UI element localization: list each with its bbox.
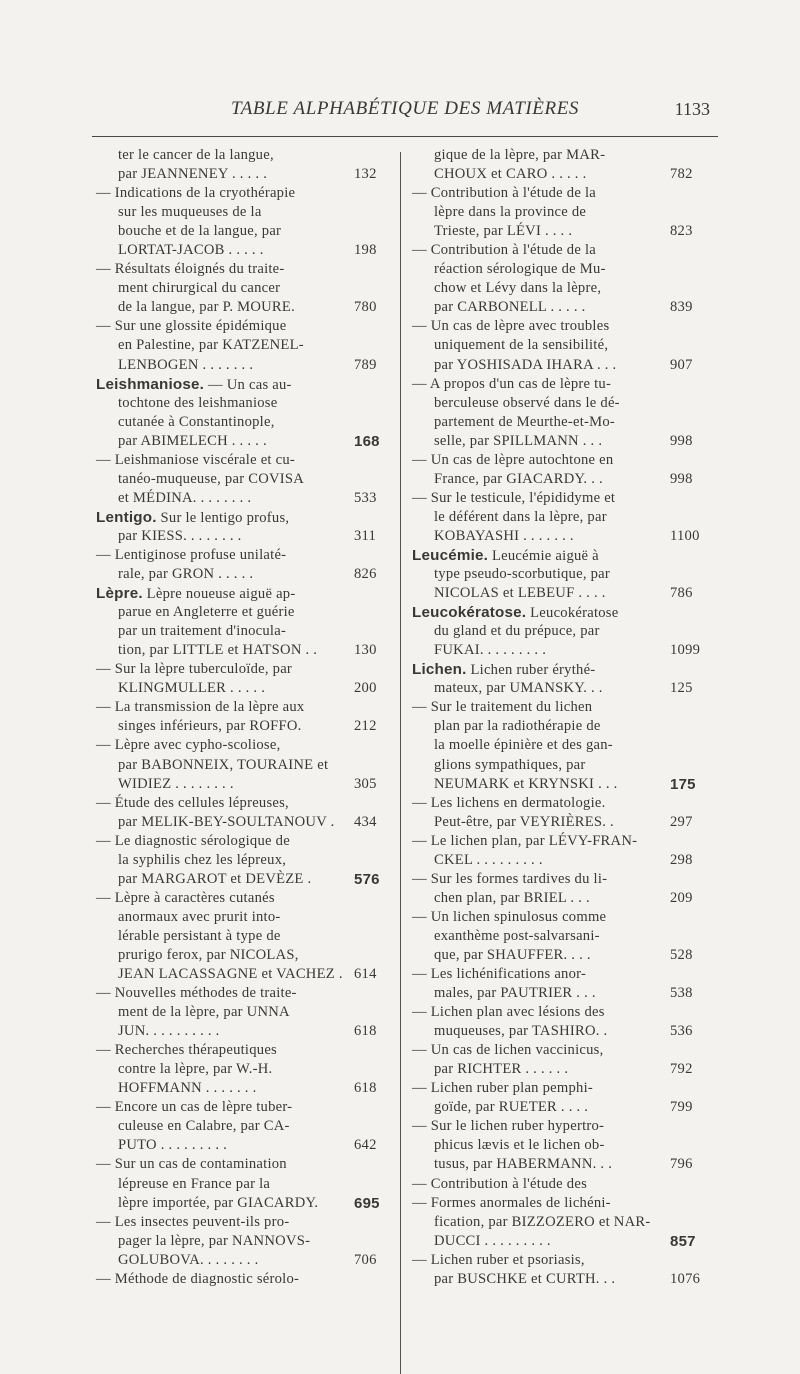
entry-text: Leucémie aiguë à [488, 547, 599, 564]
index-line [96, 279, 364, 298]
page-reference: 792 [670, 1061, 693, 1078]
entry-text: — Étude des cellules lépreuses, [96, 794, 289, 811]
entry-text: par MELIK-BEY-SOULTANOUV . [118, 813, 335, 830]
entry-text: singes inférieurs, par ROFFO. [118, 718, 302, 735]
entry-text: sur les muqueuses de la [118, 204, 262, 221]
left-column [96, 146, 380, 1289]
entry-text: phicus lævis et le lichen ob- [434, 1137, 605, 1154]
entry-text: — Un cas de lèpre avec troubles [412, 318, 610, 335]
index-line [96, 927, 364, 946]
index-line [412, 184, 698, 203]
index-line [96, 1136, 377, 1155]
entry-text: — Contribution à l'étude de la [412, 242, 597, 259]
index-line [96, 1022, 377, 1041]
index-line [96, 546, 364, 565]
entry-text: NICOLAS et LEBEUF . . . . [434, 585, 606, 602]
index-line [96, 698, 364, 717]
index-line [96, 603, 364, 622]
index-line [412, 965, 698, 984]
page-reference: 175 [670, 775, 696, 793]
page-reference: 298 [670, 851, 693, 868]
page-reference: 212 [354, 718, 377, 735]
entry-text: de la langue, par P. MOURE. [118, 299, 295, 316]
entry-text: LENBOGEN . . . . . . . [118, 356, 254, 373]
page-reference: 839 [670, 299, 693, 316]
index-line [412, 622, 698, 641]
index-line [412, 432, 698, 451]
entry-text: — Méthode de diagnostic sérolo- [96, 1270, 300, 1287]
entry-text: goïde, par RUETER . . . . [434, 1099, 589, 1116]
index-line [412, 394, 698, 413]
index-line [412, 1232, 698, 1251]
index-line [96, 317, 364, 336]
index-line [412, 1003, 698, 1022]
index-line [412, 1060, 698, 1079]
index-line [96, 965, 377, 984]
page-reference: 125 [670, 680, 693, 697]
entry-text: — Sur le testicule, l'épididyme et [412, 489, 616, 506]
entry-text: le déférent dans la lèpre, par [434, 508, 607, 525]
page-reference: 826 [354, 566, 377, 583]
entry-text: contre la lèpre, par W.-H. [118, 1061, 273, 1078]
entry-text: — Sur la lèpre tuberculoïde, par [96, 661, 293, 678]
entry-text: — A propos d'un cas de lèpre tu- [412, 375, 612, 392]
entry-text: LORTAT-JACOB . . . . . [118, 242, 264, 259]
page-reference: 1099 [670, 642, 701, 659]
entry-text: lèpre importée, par GIACARDY. [118, 1194, 319, 1211]
index-line [412, 908, 698, 927]
entry-text: ment chirurgical du cancer [118, 280, 281, 297]
entry-text: — Recherches thérapeutiques [96, 1042, 277, 1059]
index-line [96, 1117, 364, 1136]
page-reference: 857 [670, 1232, 696, 1250]
index-line [412, 1155, 698, 1174]
index-line [96, 946, 364, 965]
index-line [412, 298, 698, 317]
index-line [412, 1079, 698, 1098]
index-line [412, 1194, 698, 1213]
index-line [96, 470, 364, 489]
page-title: TABLE ALPHABÉTIQUE DES MATIÈRES [230, 98, 580, 119]
index-line [412, 527, 698, 546]
entry-text: du gland et du prépuce, par [434, 623, 600, 640]
index-line [96, 1270, 364, 1289]
index-line [96, 584, 364, 603]
page-reference: 168 [354, 432, 380, 450]
entry-text: rale, par GRON . . . . . [118, 566, 254, 583]
entry-text: que, par SHAUFFER. . . . [434, 946, 591, 963]
index-line [96, 222, 364, 241]
entry-text: fication, par BIZZOZERO et NAR- [434, 1213, 651, 1230]
entry-text: FUKAI. . . . . . . . . [434, 642, 547, 659]
index-line [96, 717, 377, 736]
page-reference: 209 [670, 889, 693, 906]
page-reference: 907 [670, 356, 693, 373]
entry-text: HOFFMANN . . . . . . . [118, 1080, 257, 1097]
entry-text: par BUSCHKE et CURTH. . . [434, 1270, 616, 1287]
index-line [412, 241, 698, 260]
index-line [96, 1003, 364, 1022]
index-line [412, 222, 698, 241]
index-line [96, 1155, 364, 1174]
entry-text: tochtone des leishmaniose [118, 394, 278, 411]
entry-text: gique de la lèpre, par MAR- [434, 147, 606, 163]
entry-text: — Sur une glossite épidémique [96, 318, 287, 335]
entry-keyword: Leishmaniose. [96, 375, 205, 393]
index-line [412, 603, 698, 622]
index-line [96, 1232, 364, 1251]
entry-text: — Contribution à l'étude des [412, 1175, 587, 1192]
entry-text: — Un lichen spinulosus comme [412, 908, 607, 925]
entry-text: NEUMARK et KRYNSKI . . . [434, 775, 618, 792]
page-reference: 297 [670, 813, 693, 830]
entry-text: JEAN LACASSAGNE et VACHEZ . [118, 966, 343, 983]
index-line [96, 736, 364, 755]
entry-text: — Un cas de lèpre autochtone en [412, 451, 614, 468]
page-reference: 789 [354, 356, 377, 373]
page-number: 1133 [674, 99, 710, 119]
index-line [412, 565, 698, 584]
index-line [412, 1117, 698, 1136]
entry-text: par MARGAROT et DEVÈZE . [118, 870, 312, 887]
index-line [96, 375, 364, 394]
entry-text: chow et Lévy dans la lèpre, [434, 280, 602, 297]
index-line [96, 794, 364, 813]
entry-keyword: Lentigo. [96, 508, 157, 526]
entry-text: partement de Meurthe-et-Mo- [434, 413, 615, 430]
index-line [412, 508, 698, 527]
index-line [96, 1098, 364, 1117]
index-line [412, 660, 698, 679]
index-line [96, 1079, 377, 1098]
index-line [96, 298, 377, 317]
index-line [412, 146, 698, 165]
index-line [96, 984, 364, 1003]
entry-text: Lèpre noueuse aiguë ap- [142, 586, 296, 603]
index-line [96, 832, 364, 851]
index-line [412, 470, 698, 489]
entry-text: prurigo ferox, par NICOLAS, [118, 946, 299, 963]
entry-text: — Nouvelles méthodes de traite- [96, 985, 297, 1002]
entry-text: — Lèpre avec cypho-scoliose, [96, 737, 281, 754]
index-line [96, 1251, 377, 1270]
page-reference: 823 [670, 223, 693, 240]
index-line [96, 1060, 364, 1079]
index-line [96, 184, 364, 203]
entry-text: — Le diagnostic sérologique de [96, 832, 290, 849]
index-line [96, 241, 377, 260]
entry-text: par un traitement d'inocula- [118, 623, 287, 640]
index-line [96, 508, 364, 527]
entry-text: — Le lichen plan, par LÉVY-FRAN- [412, 832, 638, 849]
entry-text: parue en Angleterre et guérie [118, 604, 295, 621]
page-reference: 576 [354, 870, 380, 888]
entry-text: lérable persistant à type de [118, 927, 281, 944]
index-line [412, 679, 698, 698]
entry-text: France, par GIACARDY. . . [434, 470, 603, 487]
entry-text: — Les lichénifications anor- [412, 966, 587, 983]
entry-text: chen plan, par BRIEL . . . [434, 889, 590, 906]
entry-text: — Lichen ruber plan pemphi- [412, 1080, 594, 1097]
page-reference: 618 [354, 1023, 377, 1040]
page-reference: 706 [354, 1251, 377, 1268]
entry-text: CHOUX et CARO . . . . . [434, 166, 587, 183]
entry-text: lèpre dans la province de [434, 204, 587, 221]
index-line [96, 679, 377, 698]
entry-text: par CARBONELL . . . . . [434, 299, 586, 316]
index-line [412, 336, 698, 355]
page-reference: 642 [354, 1137, 377, 1154]
index-line [96, 356, 377, 375]
entry-text: CKEL . . . . . . . . . [434, 851, 543, 868]
index-line [412, 1022, 698, 1041]
entry-text: tion, par LITTLE et HATSON . . [118, 642, 318, 659]
entry-text: Peut-être, par VEYRIÈRES. . [434, 813, 614, 830]
entry-text: — Les lichens en dermatologie. [412, 794, 606, 811]
index-line [412, 851, 698, 870]
index-line [96, 889, 364, 908]
index-line [412, 698, 698, 717]
page-reference: 618 [354, 1080, 377, 1097]
index-line [412, 413, 698, 432]
entry-text: — Lichen plan avec lésions des [412, 1004, 605, 1021]
entry-text: PUTO . . . . . . . . . [118, 1137, 228, 1154]
header-rule [92, 136, 718, 137]
index-line [96, 260, 364, 279]
entry-text: — Un cas au- [204, 376, 292, 393]
entry-text: en Palestine, par KATZENEL- [118, 337, 304, 354]
entry-text: DUCCI . . . . . . . . . [434, 1232, 551, 1249]
index-line [96, 203, 364, 222]
entry-text: — Sur le traitement du lichen [412, 699, 593, 716]
page-reference: 528 [670, 946, 693, 963]
index-line [96, 1194, 380, 1213]
entry-text: lépreuse en France par la [118, 1175, 271, 1192]
entry-text: plan par la radiothérapie de [434, 718, 601, 735]
index-line [412, 279, 698, 298]
entry-text: — Les insectes peuvent-ils pro- [96, 1213, 290, 1230]
entry-text: culeuse en Calabre, par CA- [118, 1118, 290, 1135]
page-reference: 780 [354, 299, 377, 316]
entry-text: ter le cancer de la langue, [118, 147, 274, 163]
entry-text: — Contribution à l'étude de la [412, 185, 597, 202]
index-line [412, 584, 698, 603]
page-reference: 998 [670, 470, 693, 487]
index-line [412, 489, 698, 508]
index-line [412, 984, 698, 1003]
entry-text: par RICHTER . . . . . . [434, 1061, 569, 1078]
entry-text: KLINGMULLER . . . . . [118, 680, 266, 697]
index-line [96, 413, 364, 432]
page-reference: 130 [354, 642, 377, 659]
entry-text: KOBAYASHI . . . . . . . [434, 527, 574, 544]
entry-text: selle, par SPILLMANN . . . [434, 432, 603, 449]
index-line [412, 794, 698, 813]
index-line [412, 870, 698, 889]
index-line [412, 1041, 698, 1060]
index-line [96, 641, 377, 660]
index-line [412, 756, 698, 775]
page-reference: 536 [670, 1023, 693, 1040]
entry-text: par YOSHISADA IHARA . . . [434, 356, 617, 373]
index-line [96, 851, 364, 870]
index-line [96, 622, 364, 641]
entry-text: cutanée à Constantinople, [118, 413, 275, 430]
entry-text: — Formes anormales de lichéni- [412, 1194, 611, 1211]
index-line [412, 1251, 698, 1270]
entry-text: pager la lèpre, par NANNOVS- [118, 1232, 311, 1249]
entry-text: exanthème post-salvarsani- [434, 927, 600, 944]
entry-text: glions sympathiques, par [434, 756, 586, 773]
index-line [96, 1041, 364, 1060]
index-line [412, 375, 698, 394]
entry-text: par BABONNEIX, TOURAINE et [118, 756, 329, 773]
entry-text: mateux, par UMANSKY. . . [434, 680, 603, 697]
entry-text: — Lentiginose profuse unilaté- [96, 546, 287, 563]
page-reference: 305 [354, 775, 377, 792]
index-line [96, 527, 377, 546]
entry-text: — Lichen ruber et psoriasis, [412, 1251, 585, 1268]
page-reference: 786 [670, 585, 693, 602]
entry-text: WIDIEZ . . . . . . . . [118, 775, 234, 792]
entry-text: — Lèpre à caractères cutanés [96, 889, 275, 906]
index-line [96, 146, 364, 165]
entry-keyword: Lèpre. [96, 585, 143, 603]
entry-keyword: Lichen. [412, 661, 467, 679]
entry-text: la syphilis chez les lépreux, [118, 851, 287, 868]
page-reference: 799 [670, 1099, 693, 1116]
page-reference: 796 [670, 1156, 693, 1173]
page-reference: 533 [354, 489, 377, 506]
index-line [96, 432, 380, 451]
entry-text: Sur le lentigo profus, [156, 509, 290, 526]
page-reference: 434 [354, 813, 377, 830]
index-line [412, 641, 701, 660]
entry-text: tanéo-muqueuse, par COVISA [118, 470, 305, 487]
right-column [412, 146, 701, 1289]
page-reference: 998 [670, 432, 693, 449]
entry-text: par KIESS. . . . . . . . [118, 527, 242, 544]
entry-text: type pseudo-scorbutique, par [434, 566, 610, 583]
index-line [412, 1175, 698, 1194]
index-line [412, 927, 698, 946]
index-line [96, 451, 364, 470]
entry-text: — Encore un cas de lèpre tuber- [96, 1099, 293, 1116]
index-line [412, 1098, 698, 1117]
index-line [96, 775, 377, 794]
page-reference: 132 [354, 166, 377, 183]
entry-text: — Un cas de lichen vaccinicus, [412, 1042, 604, 1059]
entry-text: Leucokératose [526, 605, 619, 622]
index-line [412, 1213, 698, 1232]
index-line [412, 832, 698, 851]
index-line [96, 565, 377, 584]
index-line [412, 203, 698, 222]
index-line [412, 889, 698, 908]
index-line [96, 336, 364, 355]
index-line [96, 165, 377, 184]
page-reference: 198 [354, 242, 377, 259]
entry-text: — La transmission de la lèpre aux [96, 699, 305, 716]
entry-text: males, par PAUTRIER . . . [434, 985, 596, 1002]
entry-text: berculeuse observé dans le dé- [434, 394, 620, 411]
page-reference: 1100 [670, 527, 700, 544]
page-reference: 695 [354, 1194, 380, 1212]
entry-text: — Sur un cas de contamination [96, 1156, 287, 1173]
index-line [96, 1213, 364, 1232]
entry-text: — Indications de la cryothérapie [96, 185, 296, 202]
entry-text: la moelle épinière et des gan- [434, 737, 613, 754]
index-line [412, 1270, 701, 1289]
page-reference: 200 [354, 680, 377, 697]
entry-text: — Sur les formes tardives du li- [412, 870, 608, 887]
entry-text: par JEANNENEY . . . . . [118, 166, 268, 183]
entry-text: — Leishmaniose viscérale et cu- [96, 451, 296, 468]
entry-text: — Résultats éloignés du traite- [96, 261, 285, 278]
entry-text: anormaux avec prurit into- [118, 908, 281, 925]
index-line [412, 717, 698, 736]
running-header [92, 98, 718, 128]
index-line [412, 165, 698, 184]
entry-keyword: Leucémie. [412, 546, 489, 564]
index-line [412, 356, 698, 375]
page-reference: 614 [354, 966, 377, 983]
page-reference: 311 [354, 527, 377, 544]
index-line [412, 946, 698, 965]
entry-text: GOLUBOVA. . . . . . . . [118, 1251, 259, 1268]
index-line [412, 451, 698, 470]
page-reference: 1076 [670, 1270, 701, 1287]
entry-text: tusus, par HABERMANN. . . [434, 1156, 613, 1173]
entry-text: uniquement de la sensibilité, [434, 337, 609, 354]
index-line [96, 394, 364, 413]
entry-text: JUN. . . . . . . . . . [118, 1023, 220, 1040]
entry-text: Lichen ruber érythé- [466, 662, 596, 679]
index-line [412, 260, 698, 279]
index-line [412, 317, 698, 336]
index-line [412, 813, 698, 832]
index-line [412, 1136, 698, 1155]
entry-keyword: Leucokératose. [412, 604, 527, 622]
entry-text: muqueuses, par TASHIRO. . [434, 1023, 608, 1040]
page-reference: 538 [670, 985, 693, 1002]
index-line [96, 756, 364, 775]
entry-text: par ABIMELECH . . . . . [118, 432, 267, 449]
index-line [412, 736, 698, 755]
index-line [96, 813, 377, 832]
column-divider [400, 152, 401, 1374]
index-line [412, 546, 698, 565]
index-line [96, 870, 380, 889]
index-line [96, 489, 377, 508]
entry-text: Trieste, par LÉVI . . . . [434, 223, 573, 240]
entry-text: réaction sérologique de Mu- [434, 261, 606, 278]
index-line [96, 1175, 364, 1194]
index-line [96, 660, 364, 679]
entry-text: bouche et de la langue, par [118, 223, 282, 240]
entry-text: ment de la lèpre, par UNNA [118, 1004, 290, 1021]
entry-text: et MÉDINA. . . . . . . . [118, 489, 252, 506]
index-line [412, 775, 698, 794]
index-line [96, 908, 364, 927]
page-reference: 782 [670, 166, 693, 183]
entry-text: — Sur le lichen ruber hypertro- [412, 1118, 605, 1135]
